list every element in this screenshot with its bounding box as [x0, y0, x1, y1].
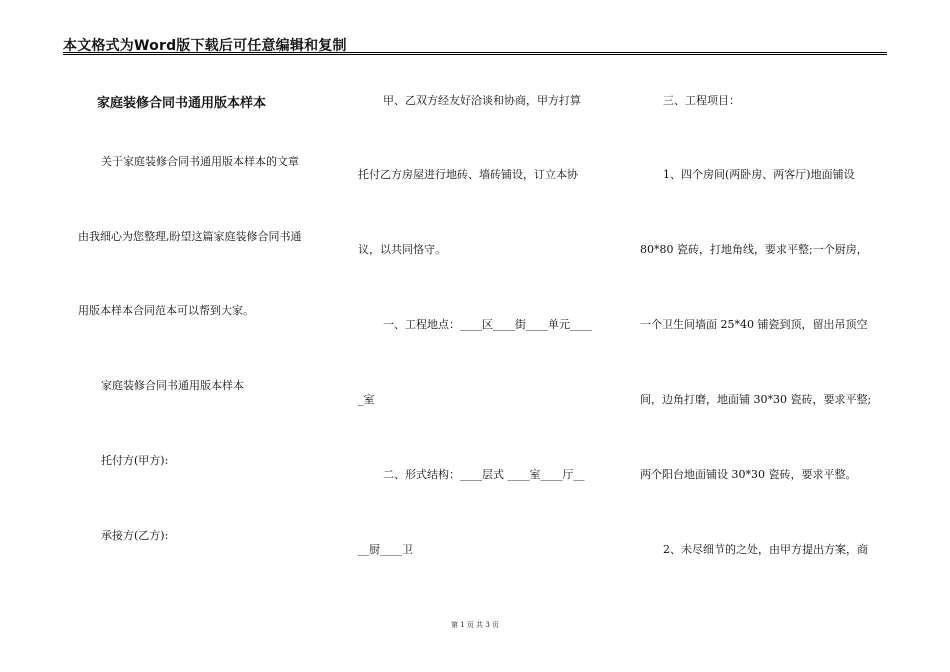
col1-line-6: 承接方(乙方):: [101, 529, 169, 542]
document-title: 家庭装修合同书通用版本样本: [97, 96, 267, 111]
col1-line-4: 家庭装修合同书通用版本样本: [101, 379, 244, 392]
col2-line-1: 甲、乙双方经友好洽谈和协商，甲方打算: [383, 94, 581, 107]
col1-line-5: 托付方(甲方):: [101, 454, 169, 467]
col2-line-5: _室: [358, 393, 375, 406]
col3-line-1: 三、工程项目：: [663, 94, 740, 107]
col3-line-7: 2、未尽细节的之处，由甲方提出方案，商: [663, 543, 868, 556]
col3-line-6: 两个阳台地面铺设 30*30 瓷砖，要求平整。: [640, 468, 857, 481]
col2-line-6: 二、形式结构：____层式 ____室____厅__: [383, 468, 585, 481]
page-footer: 第 1 页 共 3 页: [450, 621, 500, 629]
col2-line-3: 议，以共同恪守。: [358, 243, 446, 256]
col1-line-2: 由我细心为您整理,盼望这篇家庭装修合同书通: [78, 230, 302, 243]
col3-line-3: 80*80 瓷砖，打地角线，要求平整;一个厨房，: [640, 243, 868, 256]
col2-line-4: 一、工程地点：____区____街____单元____: [383, 318, 592, 331]
col3-line-2: 1、四个房间(两卧房、两客厅)地面铺设: [663, 168, 855, 181]
header-rule-thick: [63, 52, 887, 53]
col3-line-4: 一个卫生间墙面 25*40 铺瓷到顶，留出吊顶空: [640, 318, 868, 331]
col1-line-1: 关于家庭装修合同书通用版本样本的文章: [101, 155, 299, 168]
col1-line-3: 用版本样本合同范本可以帮到大家。: [78, 304, 254, 317]
col3-line-5: 间，边角打磨，地面铺 30*30 瓷砖，要求平整;: [640, 393, 872, 406]
col2-line-2: 托付乙方房屋进行地砖、墙砖铺设，订立本协: [358, 168, 578, 181]
col2-line-7: __厨____卫: [358, 543, 413, 556]
header-rule-thin: [63, 54, 887, 55]
header-title: 本文格式为Word版下载后可任意编辑和复制: [63, 38, 347, 54]
